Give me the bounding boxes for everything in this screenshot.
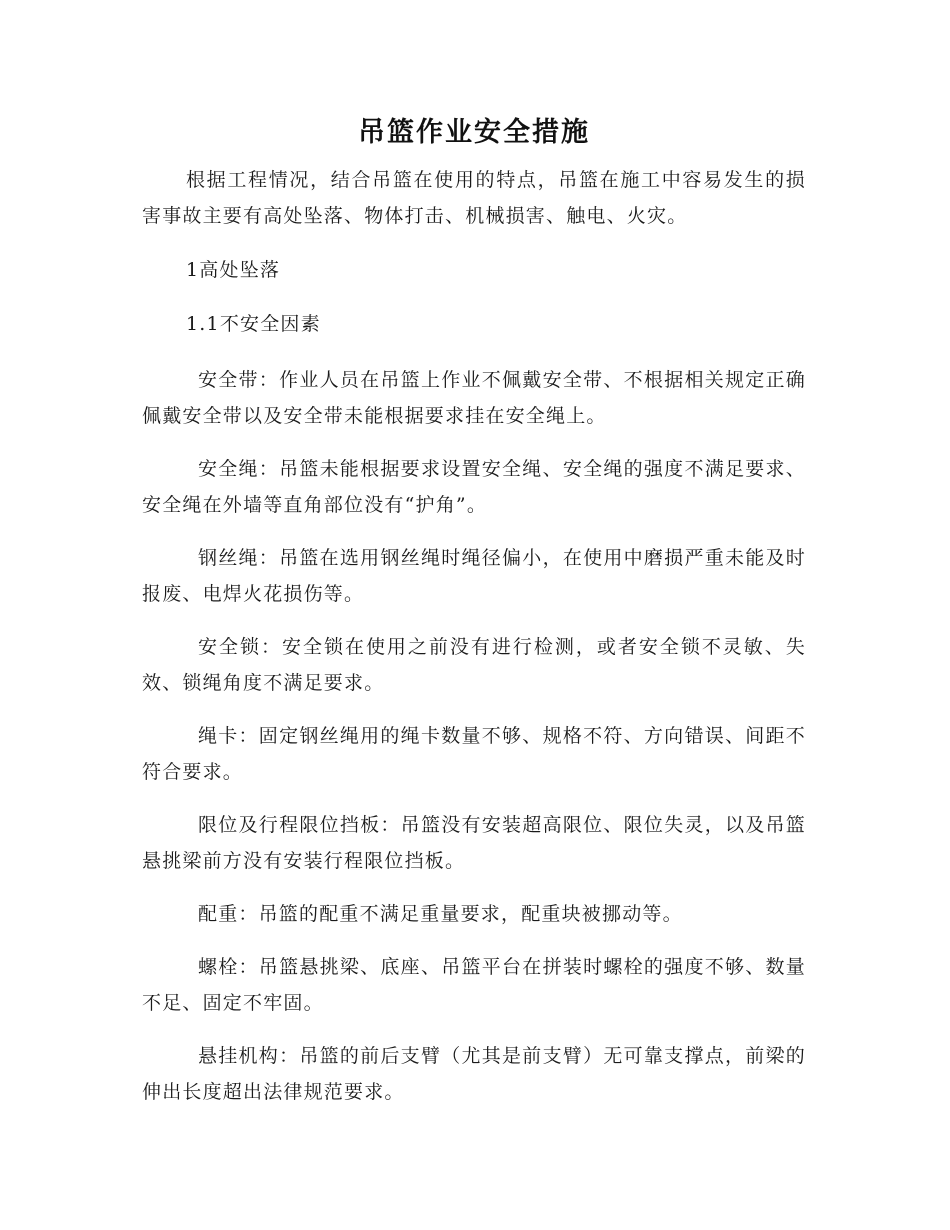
paragraph-rope-clamp: 绳卡：固定钢丝绳用的绳卡数量不够、规格不符、方向错误、间距不符合要求。 [142, 725, 806, 783]
document-title: 吊篮作业安全措施 [358, 117, 590, 148]
intro-paragraph: 根据工程情况，结合吊篮在使用的特点，吊篮在施工中容易发生的损害事故主要有高处坠落、物体打击、机械损害、触电、火灾。 [142, 169, 806, 227]
paragraph-safety-lock: 安全锁：安全锁在使用之前没有进行检测，或者安全锁不灵敏、失效、锁绳角度不满足要求。 [142, 636, 806, 694]
section-heading-1: 1高处坠落 [186, 259, 281, 281]
paragraph-wire-rope: 钢丝绳：吊篮在选用钢丝绳时绳径偏小，在使用中磨损严重未能及时报废、电焊火花损伤等。 [142, 547, 806, 605]
section-heading-1-1: 1.1不安全因素 [186, 313, 321, 335]
paragraph-safety-rope: 安全绳：吊篮未能根据要求设置安全绳、安全绳的强度不满足要求、安全绳在外墙等直角部位没有“护角”。 [142, 458, 806, 516]
paragraph-bolts: 螺栓：吊篮悬挑梁、底座、吊篮平台在拼装时螺栓的强度不够、数量不足、固定不牢固。 [142, 956, 806, 1014]
paragraph-counterweight: 配重：吊篮的配重不满足重量要求，配重块被挪动等。 [198, 903, 683, 925]
paragraph-limit-stop: 限位及行程限位挡板：吊篮没有安装超高限位、限位失灵，以及吊篮悬挑梁前方没有安装行程限位挡板。 [142, 814, 806, 872]
document-page [142, 108, 806, 1110]
paragraph-safety-belt: 安全带：作业人员在吊篮上作业不佩戴安全带、不根据相关规定正确佩戴安全带以及安全带未能根据要求挂在安全绳上。 [142, 369, 806, 427]
paragraph-suspension: 悬挂机构：吊篮的前后支臂（尤其是前支臂）无可靠支撑点，前梁的伸出长度超出法律规范要求。 [142, 1045, 806, 1103]
